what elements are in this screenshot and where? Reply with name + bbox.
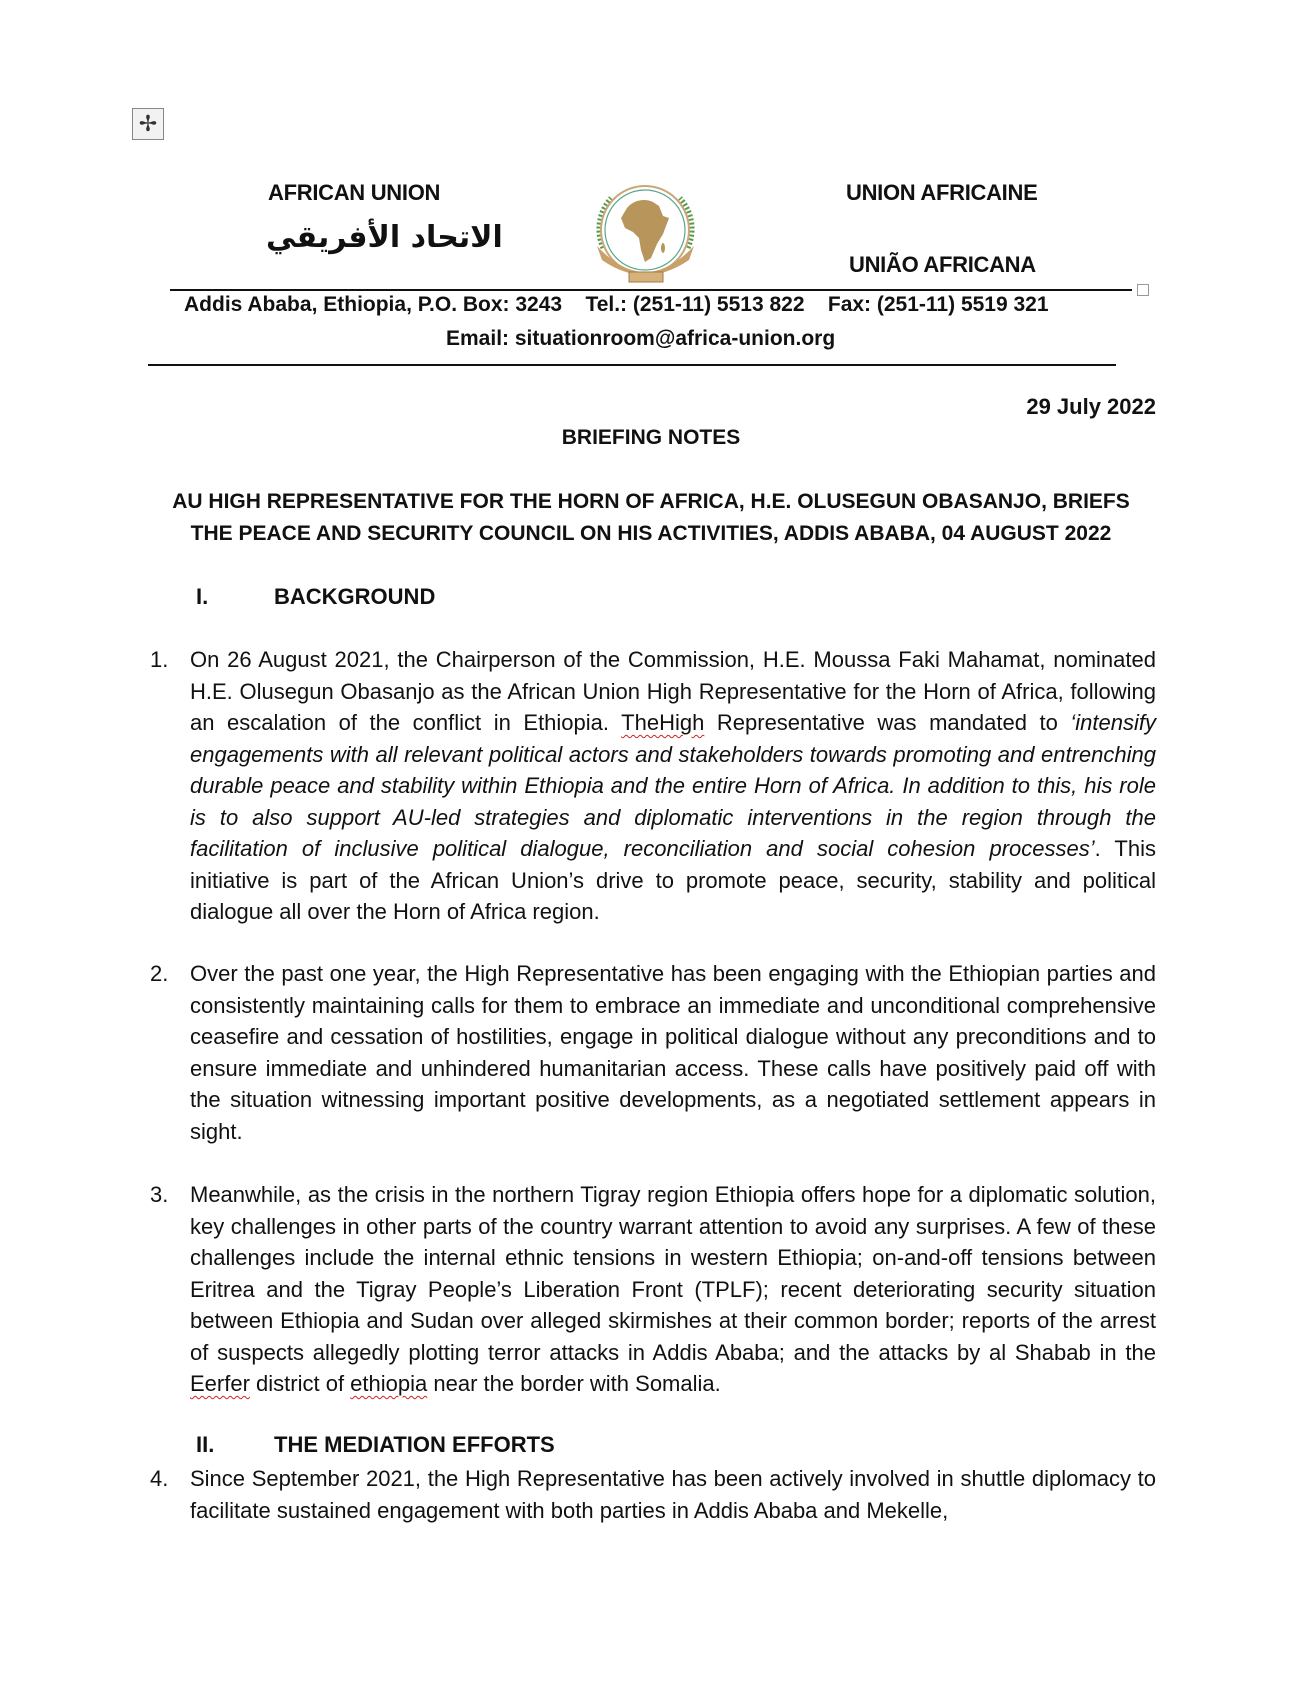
african-union-emblem	[583, 178, 708, 286]
move-icon: ✢	[138, 111, 158, 136]
telephone: Tel.: (251-11) 5513 822	[585, 293, 805, 316]
section-heading-mediation	[196, 1432, 555, 1458]
paragraph-4	[150, 1463, 1156, 1526]
spelling-flag[interactable]: ethiopia	[350, 1371, 428, 1396]
paragraph-text: Since September 2021, the High Representative has been actively involved in shuttle diplomacy to facilitate sustained engagement with both parties in Addis Ababa and Mekelle,	[190, 1466, 1156, 1523]
section-heading-background	[196, 584, 435, 610]
paragraph-number: 4.	[150, 1466, 169, 1491]
section-number: I.	[196, 584, 209, 609]
address-line	[184, 293, 1049, 317]
paragraph-1	[150, 644, 1156, 928]
paragraph-3	[150, 1179, 1156, 1400]
email: Email: situationroom@africa-union.org	[446, 327, 836, 350]
paragraph-number: 2.	[150, 961, 169, 986]
paragraph-text: On 26 August 2021, the Chairperson of the Commission, H.E. Moussa Faki Mahamat, nominated H.E. Olusegun Obasanjo as the African Union High Representative for the Horn of Africa, following an escalation of the conflict in Ethiopia. TheHigh Representative was mandated to ‘intensify engagements with all relevant political actors and stakeholders towards promoting and entrenching durable peace and stability within Ethiopia and the entire Horn of Africa. In addition to this, his role is to also support AU-led strategies and diplomatic interventions in the region through the facilitation of inclusive political dialogue, reconciliation and social cohesion processes’. This initiative is part of the African Union’s drive to promote peace, security, stability and political dialogue all over the Horn of Africa region.	[190, 647, 1156, 924]
org-name-french: UNION AFRICAINE	[846, 180, 1038, 205]
section-title: THE MEDIATION EFFORTS	[274, 1432, 555, 1457]
org-name-arabic: الاتحاد الأفريقي	[266, 220, 503, 255]
document-type: BRIEFING NOTES	[561, 426, 741, 449]
document-date: 29 July 2022	[1026, 394, 1156, 419]
org-name-english: AFRICAN UNION	[268, 180, 441, 205]
paragraph-text: Meanwhile, as the crisis in the northern Tigray region Ethiopia offers hope for a diplomatic solution, key challenges in other parts of the country warrant attention to avoid any surprises. A few of these challenges include the internal ethnic tensions in western Ethiopia; on-and-off tensions between Eritrea and the Tigray People’s Liberation Front (TPLF); recent deteriorating security situation between Ethiopia and Sudan over alleged skirmishes at their common border; reports of the arrest of suspects allegedly plotting terror attacks in Addis Ababa; and the attacks by al Shabab in the Eerfer district of ethiopia near the border with Somalia.	[190, 1182, 1156, 1396]
section-title: BACKGROUND	[274, 584, 436, 609]
table-resize-handle[interactable]	[1137, 284, 1149, 296]
table-move-handle[interactable]	[132, 108, 164, 140]
paragraph-text: Over the past one year, the High Representative has been engaging with the Ethiopian parties and consistently maintaining calls for them to embrace an immediate and unconditional comprehensive ceasefire and cessation of hostilities, engage in political dialogue without any preconditions and to ensure immediate and unhindered humanitarian access. These calls have positively paid off with the situation witnessing important positive developments, as a negotiated settlement appears in sight.	[190, 961, 1156, 1144]
paragraph-number: 3.	[150, 1182, 169, 1207]
mandate-quote: ‘intensify engagements with all relevant political actors and stakeholders towards promoting and entrenching durable peace and stability within Ethiopia and the entire Horn of Africa. In addition to this, his role is to also support AU-led strategies and diplomatic interventions in the region through the facilitation of inclusive political dialogue, reconciliation and social cohesion processes’	[190, 710, 1156, 861]
paragraph-number: 1.	[150, 647, 169, 672]
header-top-rule	[170, 289, 1132, 291]
paragraph-2	[150, 958, 1156, 1147]
address: Addis Ababa, Ethiopia, P.O. Box: 3243	[184, 293, 563, 316]
header-bottom-rule	[148, 364, 1116, 366]
document-title-line-2: THE PEACE AND SECURITY COUNCIL ON HIS ACTIVITIES, ADDIS ABABA, 04 AUGUST 2022	[190, 522, 1112, 545]
fax: Fax: (251-11) 5519 321	[827, 293, 1049, 316]
spelling-flag[interactable]: TheHigh	[621, 710, 705, 735]
spelling-flag[interactable]: Eerfer	[190, 1371, 250, 1396]
section-number: II.	[196, 1432, 215, 1457]
org-name-portuguese: UNIÃO AFRICANA	[849, 252, 1036, 277]
document-title-line-1: AU HIGH REPRESENTATIVE FOR THE HORN OF AFRICA, H.E. OLUSEGUN OBASANJO, BRIEFS	[172, 490, 1130, 513]
